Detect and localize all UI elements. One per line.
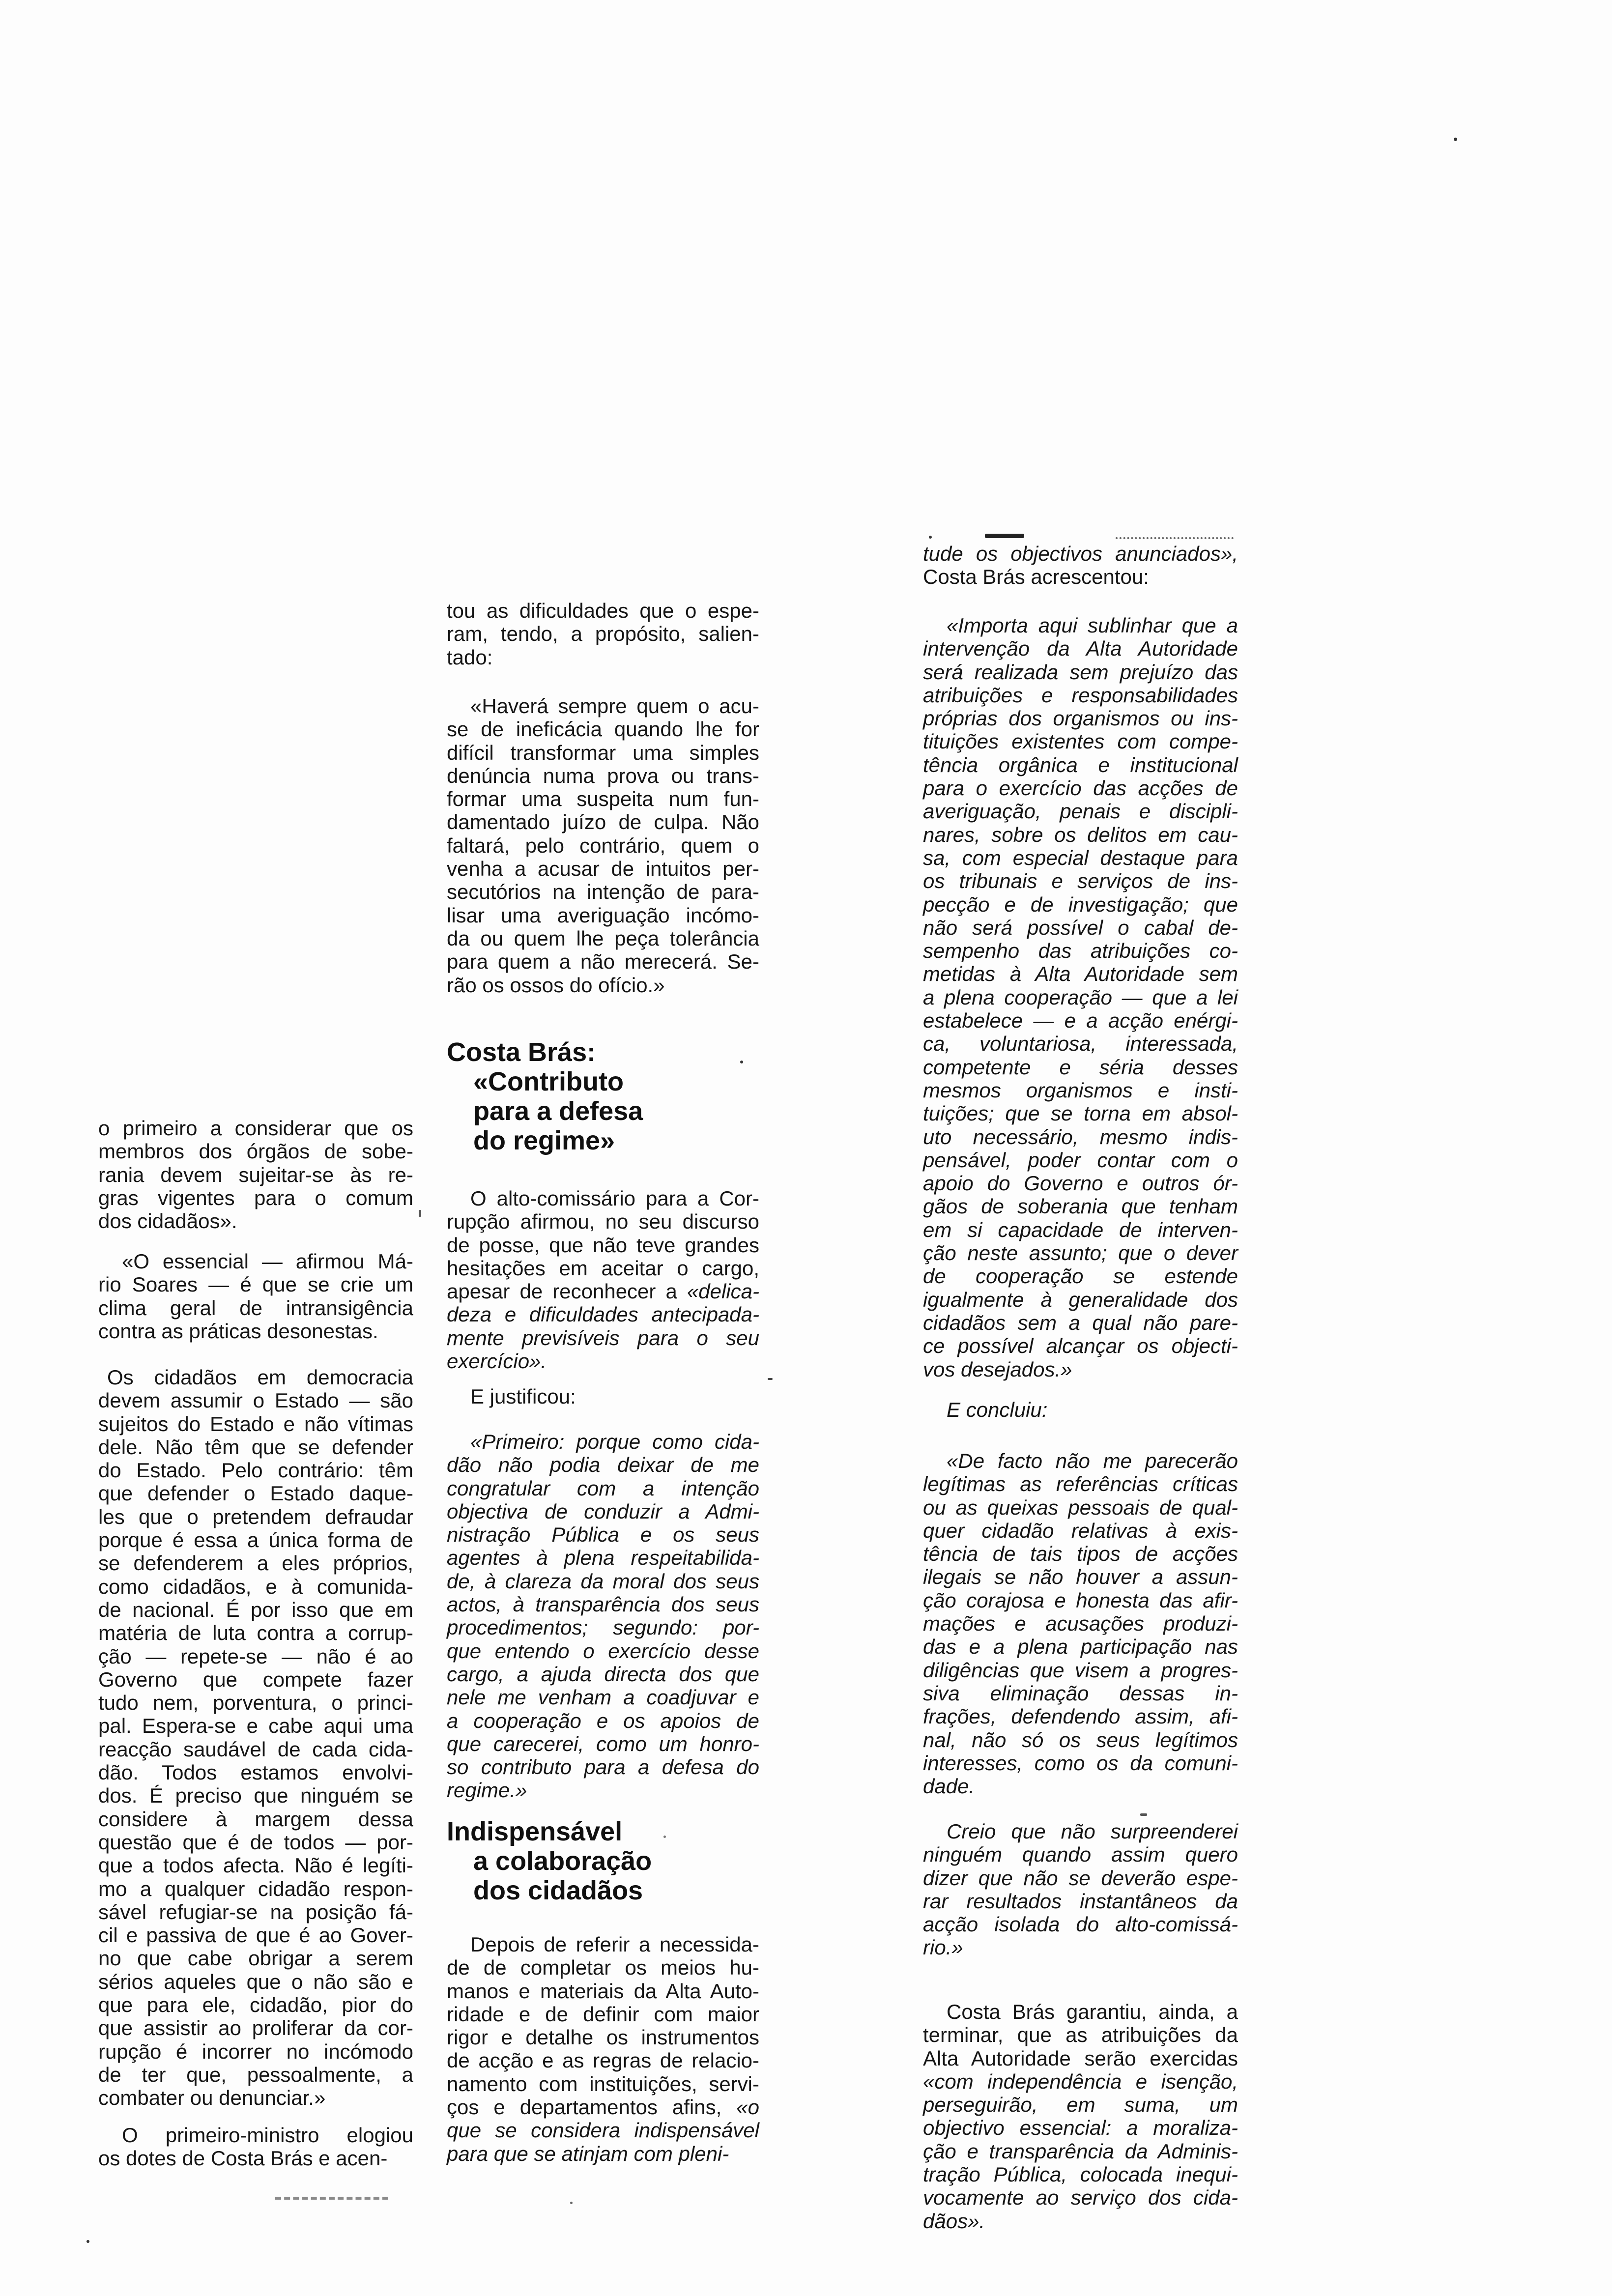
text-line: de de completar os meios hu- (447, 1956, 759, 1980)
text-line: de, à clareza da moral dos seus (447, 1569, 759, 1593)
text-line: legítimas as referências críticas (923, 1472, 1238, 1496)
text-line: terminar, que as atribuições da (923, 2023, 1238, 2047)
text-line: objectiva de conduzir a Admi- (447, 1499, 759, 1523)
text-line: competente e séria desses (923, 1055, 1238, 1079)
text-line: matéria de luta contra a corrup- (98, 1621, 413, 1645)
text-line (447, 2095, 759, 2119)
text-line: de cooperação se estende (923, 1264, 1238, 1288)
text-line: rigor e detalhe os instrumentos (447, 2026, 759, 2049)
text-line: gãos de soberania que tenham (923, 1195, 1238, 1218)
text-line: rania devem sujeitar-se às re- (98, 1163, 413, 1186)
text-line: que assistir ao proliferar da cor- (98, 2016, 413, 2040)
text-line: hesitações em aceitar o cargo, (447, 1256, 759, 1280)
quote-paragraph (923, 1449, 1238, 1798)
text-line: devem assumir o Estado — são (98, 1389, 413, 1412)
text-line: ridade e de definir com maior (447, 2002, 759, 2026)
text-line: dade. (923, 1775, 975, 1798)
scan-speck (740, 1061, 743, 1063)
text-line: ção — repete-se — não é ao (98, 1644, 413, 1668)
text-line: clima geral de intransigência (98, 1296, 413, 1320)
text-line: O primeiro-ministro elogiou (122, 2124, 413, 2147)
text-line: O alto-comissário para a Cor- (470, 1187, 759, 1210)
text-line: sa, com especial destaque para (923, 846, 1238, 869)
article-paragraph (98, 2124, 413, 2170)
text-line: cargo, a ajuda directa dos que (447, 1662, 759, 1686)
text-line: Costa Brás: (447, 1037, 596, 1067)
quote-paragraph (447, 694, 759, 997)
scan-speck (663, 1836, 666, 1838)
text-line: Costa Brás garantiu, ainda, a (947, 2000, 1238, 2023)
scan-speck (86, 2240, 89, 2243)
text-line: se defenderem a eles próprios, (98, 1551, 413, 1575)
text-segment: apesar de reconhecer a (447, 1280, 687, 1303)
text-line: intervenção da Alta Autoridade (923, 637, 1238, 660)
text-line: E justificou: (470, 1385, 576, 1408)
text-line: tência orgânica e institucional (923, 753, 1238, 776)
text-line: não será possível o cabal de- (923, 916, 1238, 939)
text-line: «O essencial — afirmou Má- (122, 1250, 413, 1273)
scan-speck (1454, 138, 1457, 141)
text-line: do regime» (473, 1126, 615, 1155)
text-line: para quem a não merecerá. Se- (447, 950, 759, 974)
text-line: difícil transformar uma simples (447, 741, 759, 764)
text-line: tência de tais tipos de acções (923, 1542, 1238, 1566)
quote-paragraph (923, 1820, 1238, 1959)
text-line: dele. Não têm que se defender (98, 1435, 413, 1459)
text-line: que a todos afecta. Não é legíti- (98, 1854, 413, 1877)
text-segment: «o (736, 2095, 759, 2119)
text-line: mo a qualquer cidadão respon- (98, 1877, 413, 1900)
text-line: lisar uma averiguação incómo- (447, 903, 759, 927)
text-line: rio Soares — é que se crie um (98, 1273, 413, 1296)
text-line: ção corajosa e honesta das afir- (923, 1588, 1238, 1612)
text-line: venha a acusar de intuitos per- (447, 857, 759, 881)
text-line: considere à margem dessa (98, 1807, 413, 1831)
text-line: tou as dificuldades que o espe- (447, 599, 759, 622)
article-paragraph (923, 1398, 1238, 1421)
text-line: Depois de referir a necessida- (470, 1933, 759, 1956)
text-line: rar resultados instantâneos da (923, 1889, 1238, 1913)
text-line: tudo nem, porventura, o princi- (98, 1691, 413, 1715)
text-line: congratular com a intenção (447, 1476, 759, 1500)
text-line: Indispensável (447, 1817, 623, 1846)
text-line: tado: (447, 645, 493, 669)
text-line: próprias dos organismos ou ins- (923, 707, 1238, 730)
article-paragraph (447, 599, 759, 669)
text-line: mações e acusações produzi- (923, 1612, 1238, 1636)
text-line: será realizada sem prejuízo das (923, 660, 1238, 684)
text-line: como cidadãos, e à comunida- (98, 1575, 413, 1598)
text-line: «com independência e isenção, (923, 2069, 1238, 2093)
text-line: dos cidadãos (473, 1876, 643, 1905)
text-line: que se considera indispensável (447, 2119, 759, 2142)
text-line: combater ou denunciar.» (98, 2086, 326, 2110)
text-line: dizer que não se deverão espe- (923, 1866, 1238, 1890)
text-line: sujeitos do Estado e não vítimas (98, 1412, 413, 1435)
text-line: uto necessário, mesmo indis- (923, 1125, 1238, 1148)
text-line: Alta Autoridade serão exercidas (923, 2046, 1238, 2070)
subheading-contributo (447, 1037, 759, 1155)
scan-speck (419, 1210, 421, 1217)
text-line: agentes à plena respeitabilida- (447, 1546, 759, 1570)
text-line: nele me venham a coadjuvar e (447, 1686, 759, 1709)
text-line: tração Pública, colocada inequi- (923, 2163, 1238, 2186)
text-line: tude os objectivos anunciados», (923, 542, 1238, 565)
text-line: Creio que não surpreenderei (947, 1820, 1238, 1843)
text-line: ca, voluntariosa, interessada, (923, 1032, 1238, 1056)
text-line: nal, não só os seus legítimos (923, 1728, 1238, 1751)
text-line: faltará, pelo contrário, quem o (447, 833, 759, 857)
scan-speck (1140, 1813, 1147, 1816)
text-line: «Importa aqui sublinhar que a (947, 614, 1238, 637)
text-line: ção e transparência da Adminis- (923, 2139, 1238, 2163)
text-line: que carecerei, como um honro- (447, 1732, 759, 1755)
subheading-colaboracao (447, 1817, 759, 1905)
article-paragraph (98, 1117, 413, 1233)
scan-smudge (985, 534, 1024, 538)
text-line: atribuições e responsabilidades (923, 683, 1238, 707)
text-line: mesmos organismos e insti- (923, 1078, 1238, 1102)
scan-speck (768, 1378, 773, 1380)
text-line: porque é essa a única forma de (98, 1528, 413, 1552)
text-line: ou as queixas pessoais de qual- (923, 1495, 1238, 1519)
text-line: dão. Todos estamos envolvi- (98, 1761, 413, 1784)
text-line: que para ele, cidadão, pior do (98, 1993, 413, 2017)
article-paragraph (447, 1187, 759, 1373)
text-line: das e a plena participação nas (923, 1635, 1238, 1659)
text-line: igualmente à generalidade dos (923, 1288, 1238, 1311)
text-line: cidadãos sem a qual não pare- (923, 1311, 1238, 1334)
text-line: regime.» (447, 1779, 527, 1802)
quote-paragraph (923, 614, 1238, 1381)
text-line: em si capacidade de interven- (923, 1218, 1238, 1241)
text-line: quer cidadão relativas à exis- (923, 1519, 1238, 1542)
text-line: ninguém quando assim quero (923, 1843, 1238, 1866)
text-line: objectivo essencial: a moraliza- (923, 2116, 1238, 2140)
text-line: Costa Brás acrescentou: (923, 565, 1149, 589)
text-line: para o exercício das acções de (923, 776, 1238, 800)
text-line: pecção e de investigação; que (923, 892, 1238, 916)
text-line: Os cidadãos em democracia (107, 1366, 413, 1389)
text-segment: «delica- (687, 1280, 759, 1303)
text-line: tuições; que se torna em absol- (923, 1102, 1238, 1125)
text-line: formar uma suspeita num fun- (447, 787, 759, 811)
text-line: tituições existentes com compe- (923, 730, 1238, 753)
scan-smudge (1116, 537, 1234, 539)
text-line: dos cidadãos». (98, 1209, 237, 1233)
text-line: de posse, que não teve grandes (447, 1233, 759, 1257)
text-line: dão não podia deixar de me (447, 1453, 759, 1477)
text-line: a plena cooperação — que a lei (923, 985, 1238, 1009)
text-line: mente previsíveis para o seu (447, 1326, 759, 1349)
text-line: rão os ossos do ofício.» (447, 973, 665, 997)
scan-speck (570, 2202, 573, 2204)
text-line: o primeiro a considerar que os (98, 1117, 413, 1140)
text-line: Governo que compete fazer (98, 1667, 413, 1691)
text-line: E concluiu: (947, 1398, 1048, 1421)
text-line: procedimentos; segundo: por- (447, 1616, 759, 1639)
text-line: ção neste assunto; que o dever (923, 1241, 1238, 1265)
text-segment: ços e departamentos afins, (447, 2095, 737, 2119)
article-paragraph (98, 1250, 413, 1343)
text-line: para que se atinjam com pleni- (447, 2142, 729, 2165)
text-line: gras vigentes para o comum (98, 1186, 413, 1209)
text-line: frações, defendendo assim, afi- (923, 1705, 1238, 1728)
text-line: rupção afirmou, no seu discurso (447, 1210, 759, 1234)
article-paragraph (923, 542, 1238, 589)
text-line: da ou quem lhe peça tolerância (447, 926, 759, 950)
text-line: exercício». (447, 1349, 547, 1373)
text-line: metidas à Alta Autoridade sem (923, 962, 1238, 986)
article-paragraph (447, 1385, 759, 1408)
cut-off-text-smudge (275, 2197, 388, 2200)
text-line: damentado juízo de culpa. Não (447, 810, 759, 834)
text-line: cil e passiva de que é ao Gover- (98, 1923, 413, 1947)
text-line: dos. É preciso que ninguém se (98, 1784, 413, 1808)
text-line: se de ineficácia quando lhe for (447, 718, 759, 741)
text-line: ilegais se não houver a assun- (923, 1565, 1238, 1589)
text-line: so contributo para a defesa do (447, 1755, 759, 1779)
text-line: perseguirão, em suma, um (923, 2093, 1238, 2117)
text-line: estabelece — e a acção enérgi- (923, 1009, 1238, 1033)
text-line: questão que é de todos — por- (98, 1830, 413, 1854)
text-line: diligências que visem a progres- (923, 1658, 1238, 1682)
text-line: que defender o Estado daque- (98, 1482, 413, 1505)
text-line: apoio do Governo e outros ór- (923, 1172, 1238, 1195)
text-line: acção isolada do alto-comissá- (923, 1913, 1238, 1936)
text-line: nistração Pública e os seus (447, 1523, 759, 1547)
text-line: a cooperação e os apoios de (447, 1709, 759, 1732)
text-line: denúncia numa prova ou trans- (447, 764, 759, 787)
text-line: sérios aqueles que o não são e (98, 1970, 413, 1993)
text-line: ram, tendo, a propósito, salien- (447, 622, 759, 646)
text-line: membros dos órgãos de sobe- (98, 1140, 413, 1163)
text-line: secutórios na intenção de para- (447, 880, 759, 904)
text-line: de acção e as regras de relacio- (447, 2049, 759, 2072)
text-line: nares, sobre os delitos em cau- (923, 823, 1238, 846)
text-line: para a defesa (473, 1096, 643, 1126)
text-line: interesses, como os da comuni- (923, 1751, 1238, 1775)
text-line: manos e materiais da Alta Auto- (447, 1979, 759, 2003)
text-line: pal. Espera-se e cabe aqui uma (98, 1714, 413, 1738)
text-line: «Primeiro: porque como cida- (470, 1430, 759, 1453)
text-line: de nacional. É por isso que em (98, 1598, 413, 1621)
scan-speck (929, 536, 932, 539)
text-line: vocamente ao serviço dos cida- (923, 2186, 1238, 2210)
text-line: «Haverá sempre quem o acu- (470, 694, 759, 718)
text-line: sempenho das atribuições co- (923, 939, 1238, 963)
text-line: rupção é incorrer no incómodo (98, 2039, 413, 2063)
text-line (447, 1280, 759, 1303)
text-line: namento com instituições, servi- (447, 2072, 759, 2095)
text-line: actos, à transparência dos seus (447, 1593, 759, 1616)
text-line: «Contributo (473, 1067, 624, 1096)
quote-paragraph (447, 1430, 759, 1802)
text-line: vos desejados.» (923, 1357, 1072, 1381)
text-line: os tribunais e serviços de ins- (923, 869, 1238, 893)
text-line: no que cabe obrigar a serem (98, 1947, 413, 1970)
text-line: pensável, poder contar com o (923, 1148, 1238, 1172)
text-line: ce possível alcançar os objecti- (923, 1334, 1238, 1358)
text-line: dãos». (923, 2209, 985, 2233)
text-line: «De facto não me parecerão (947, 1449, 1238, 1472)
article-paragraph (447, 1933, 759, 2165)
text-line: deza e dificuldades antecipada- (447, 1303, 759, 1326)
text-line: os dotes de Costa Brás e acen- (98, 2147, 388, 2170)
text-line: do Estado. Pelo contrário: têm (98, 1459, 413, 1482)
text-line: a colaboração (473, 1846, 652, 1876)
text-line: reacção saudável de cada cida- (98, 1737, 413, 1761)
article-paragraph (98, 1366, 413, 2110)
text-line: que entendo o exercício desse (447, 1639, 759, 1663)
article-paragraph (923, 2000, 1238, 2233)
text-line: averiguação, penais e discipli- (923, 800, 1238, 823)
text-line: contra as práticas desonestas. (98, 1319, 378, 1343)
text-line: les que o pretendem defraudar (98, 1505, 413, 1528)
text-line: siva eliminação dessas in- (923, 1681, 1238, 1705)
text-line: sável refugiar-se na posição fá- (98, 1900, 413, 1923)
text-line: rio.» (923, 1936, 963, 1959)
text-line: de ter que, pessoalmente, a (98, 2063, 413, 2086)
